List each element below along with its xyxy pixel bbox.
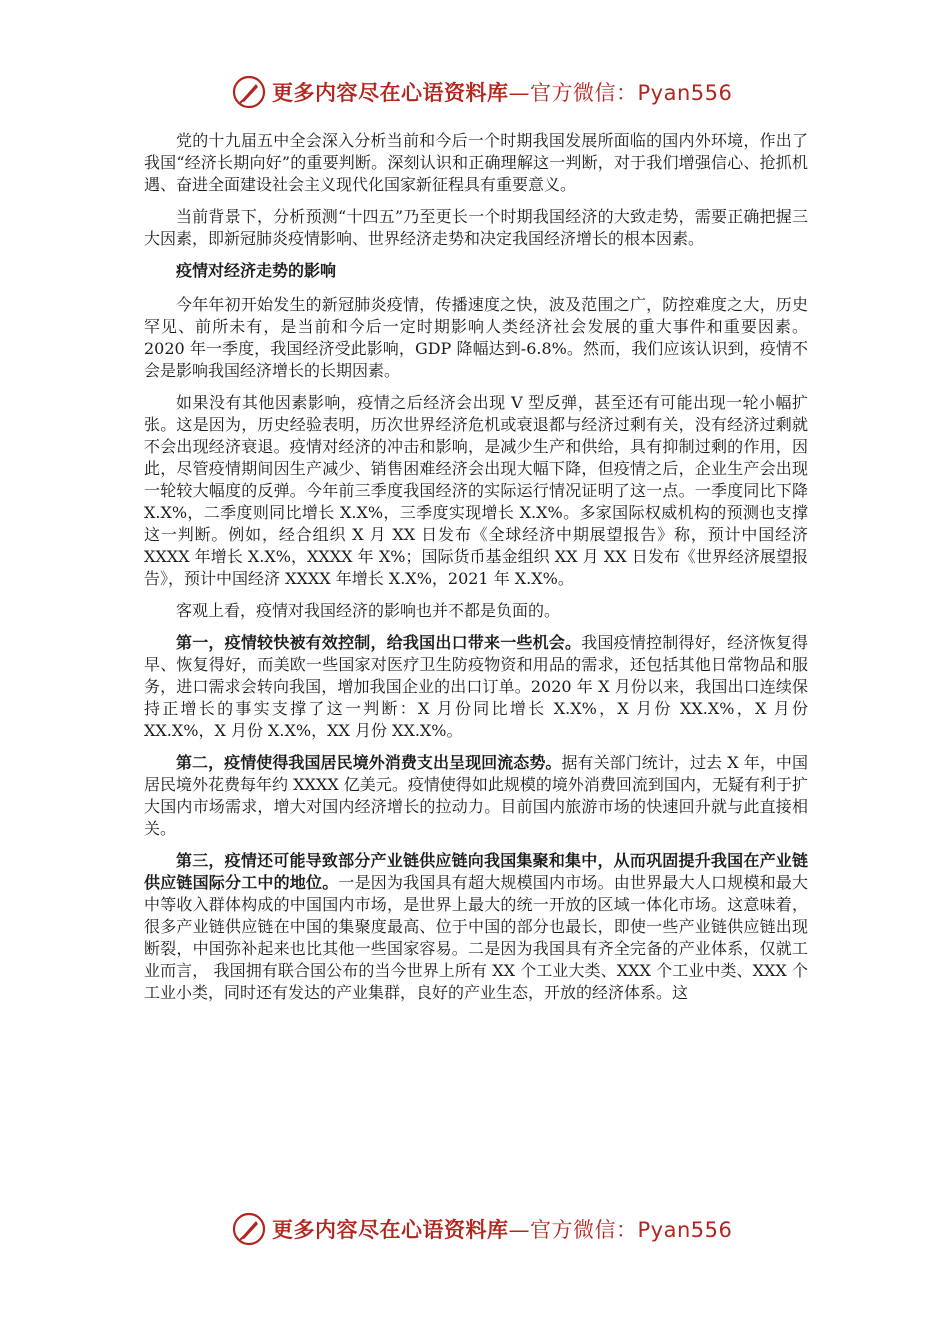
section-heading: 疫情对经济走势的影响 [176,261,337,280]
paragraph-lead: 第一，疫情较快被有效控制，给我国出口带来一些机会。 [176,633,582,652]
paragraph: 今年年初开始发生的新冠肺炎疫情，传播速度之快，波及范围之广，防控难度之大，历史罕见、前所未有，是当前和今后一定时期影响人类经济社会发展的重大事件和重要因素。2020 年一季度，我国经济受此影响，GDP 降幅达到-6.8%。然而，我们应该认识到，疫情不会是影响我国经济增长的长期因素。 [144,295,808,380]
banner-text [272,77,732,107]
quill-logo-icon [232,75,266,109]
paragraph: 如果没有其他因素影响，疫情之后经济会出现 V 型反弹，甚至还有可能出现一轮小幅扩张。这是因为，历史经验表明，历次世界经济危机或衰退都与经济过剩有关，没有经济过剩就不会出现经济衰退。疫情对经济的冲击和影响，是减少生产和供给，具有抑制过剩的作用，因此，尽管疫情期间因生产减少、销售困难经济会出现大幅下降，但疫情之后，企业生产会出现一轮较大幅度的反弹。今年前三季度我国经济的实际运行情况证明了这一点。一季度同比下降 X.X%，二季度则同比增长 X.X%，三季度实现增长 X.X%。多家国际权威机构的预测也支撑这一判断。例如，经合组织 X 月 XX 日发布《全球经济中期展望报告》称，预计中国经济 XXXX 年增长 X.X%，XXXX 年 X%；国际货币基金组织 XX 月 XX 日发布《世界经济展望报告》，预计中国经济 XXXX 年增长 X.X%，2021 年 X.X%。 [144,393,808,588]
banner-rest: —官方微信：Pyan556 [508,1218,733,1242]
paragraph: 党的十九届五中全会深入分析当前和今后一个时期我国发展所面临的国内外环境，作出了我国“经济长期向好”的重要判断。深刻认识和正确理解这一判断，对于我们增强信心、抢抓机遇、奋进全面建设社会主义现代化国家新征程具有重要意义。 [144,131,808,194]
document-body [144,130,808,1014]
paragraph: 当前背景下，分析预测“十四五”乃至更长一个时期我国经济的大致走势，需要正确把握三大因素，即新冠肺炎疫情影响、世界经济走势和决定我国经济增长的根本因素。 [144,207,808,248]
banner-lead: 更多内容尽在心语资料库 [272,1218,509,1242]
paragraph [144,850,808,1004]
quill-logo-icon [232,1212,266,1246]
paragraph [144,632,808,742]
banner-text [272,1214,732,1244]
banner-lead: 更多内容尽在心语资料库 [272,81,509,105]
paragraph-lead: 第三，疫情还可能导致部分产业链供应链向我国集聚和集中，从而巩固提升我国在产业链供应链国际分工中的地位。 [144,851,808,892]
paragraph-lead: 第二，疫情使得我国居民境外消费支出呈现回流态势。 [176,753,562,772]
paragraph-text: 据有关部门统计，过去 X 年，中国居民境外花费每年约 XXXX 亿美元。疫情使得如此规模的境外消费回流到国内，无疑有利于扩大国内市场需求，增大对国内经济增长的拉动力。目前国内旅游市场的快速回升就与此直接相关。 [144,753,808,838]
paragraph: 客观上看，疫情对我国经济的影响也并不都是负面的。 [176,601,561,620]
footer-banner [232,1209,732,1249]
paragraph-text: 一是因为我国具有超大规模国内市场。由世界最大人口规模和最大中等收入群体构成的中国国内市场，是世界上最大的统一开放的区域一体化市场。这意味着，很多产业链供应链在中国的集聚度最高、位于中国的部分也最长，即使一些产业链供应链出现断裂，中国弥补起来也比其他一些国家容易。二是因为我国具有齐全完备的产业体系，仅就工业而言， 我国拥有联合国公布的当今世界上所有 XX 个工业大类、XXX 个工业中类、XXX 个工业小类，同时还有发达的产业集群，良好的产业生态，开放的经济体系。这 [144,873,808,1002]
paragraph-text: 我国疫情控制得好，经济恢复得早、恢复得好，而美欧一些国家对医疗卫生防疫物资和用品的需求，还包括其他日常物品和服务，进口需求会转向我国，增加我国企业的出口订单。2020 年 X 月份以来，我国出口连续保持正增长的事实支撑了这一判断：X 月份同比增长 X.X%，X 月份 XX.X%，X 月份 XX.X%，X 月份 X.X%，XX 月份 XX.X%。 [144,633,808,740]
banner-rest: —官方微信：Pyan556 [508,81,733,105]
paragraph [144,752,808,840]
header-banner [232,72,732,112]
